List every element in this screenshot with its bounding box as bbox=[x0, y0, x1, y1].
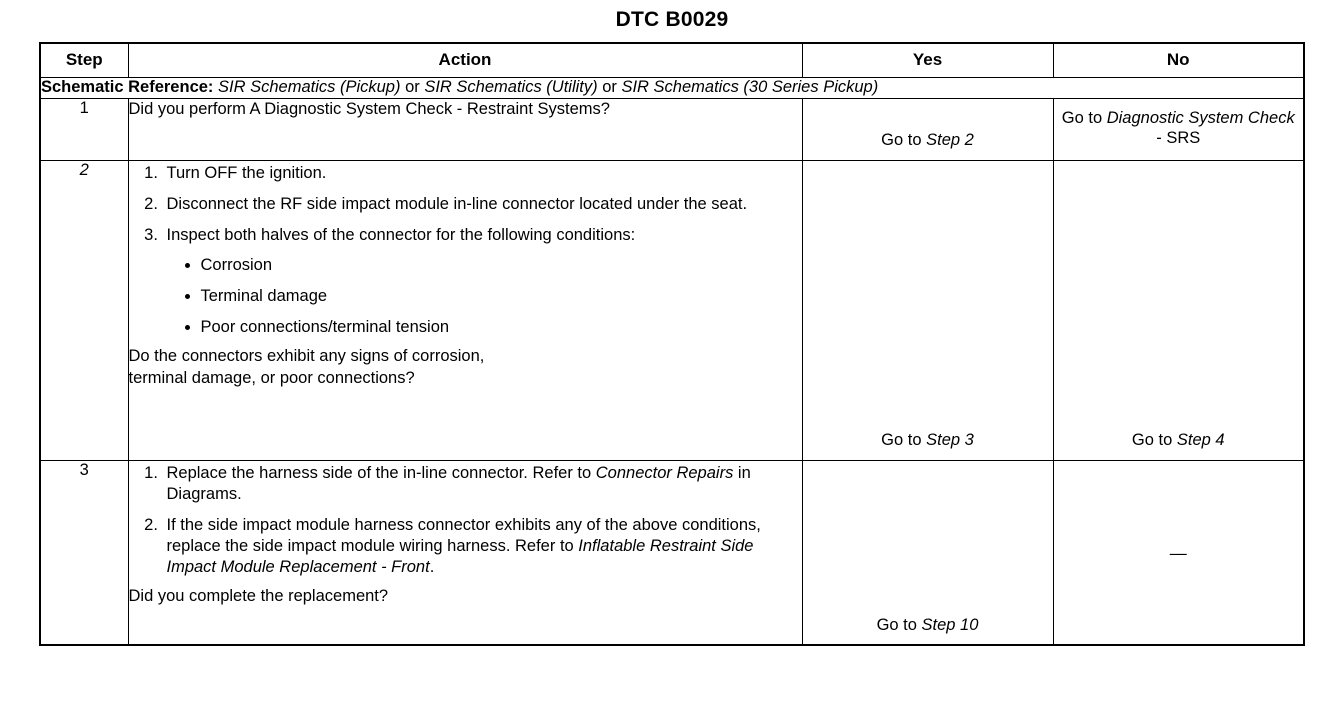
column-header-step: Step bbox=[40, 43, 128, 78]
action-cell-1 bbox=[128, 98, 802, 160]
no-link-2[interactable]: Step 4 bbox=[1176, 431, 1225, 450]
list-item: • Poor connections/terminal tension bbox=[201, 317, 802, 338]
list-item bbox=[163, 515, 802, 578]
list-item: 1. Turn OFF the ignition. bbox=[163, 163, 802, 184]
yes-text-3: Go to bbox=[876, 615, 922, 634]
action-steps-list-3 bbox=[129, 463, 802, 579]
schematic-reference-label: Schematic Reference: bbox=[41, 78, 214, 96]
action-question-2 bbox=[129, 346, 802, 388]
module-replacement-link[interactable]: Inflatable Restraint Side Impact Module Replacement - Front bbox=[166, 537, 754, 577]
action-question-2-line2: terminal damage, or poor connections? bbox=[128, 368, 415, 387]
yes-link-3[interactable]: Step 10 bbox=[921, 615, 979, 634]
table-row bbox=[40, 160, 1304, 460]
yes-cell-2 bbox=[802, 160, 1053, 460]
diagnostic-table bbox=[39, 42, 1305, 646]
list-item: 2. Disconnect the RF side impact module in-line connector located under the seat. bbox=[163, 194, 802, 215]
no-text-1-suffix: - SRS bbox=[1156, 129, 1201, 148]
action-cell-3 bbox=[128, 460, 802, 645]
list-item-text-pre: If the side impact module harness connector exhibits any of the above conditions, replace the side impact module wiring harness. Refer to bbox=[166, 516, 761, 556]
list-item-text-post: . bbox=[429, 558, 435, 577]
condition-bullets bbox=[167, 255, 802, 338]
table-header-row bbox=[40, 43, 1304, 78]
column-header-no: No bbox=[1053, 43, 1304, 78]
column-header-yes: Yes bbox=[802, 43, 1053, 78]
schematic-link-pickup[interactable]: SIR Schematics (Pickup) bbox=[218, 78, 401, 96]
schematic-link-utility[interactable]: SIR Schematics (Utility) bbox=[424, 78, 598, 96]
no-dash-3: — bbox=[1169, 542, 1187, 562]
yes-link-2[interactable]: Step 3 bbox=[926, 431, 974, 450]
schematic-or-2: or bbox=[597, 78, 622, 96]
schematic-or-1: or bbox=[400, 78, 425, 96]
step-number-1: 1 bbox=[40, 98, 128, 160]
no-cell-2 bbox=[1053, 160, 1304, 460]
no-cell-1 bbox=[1053, 98, 1304, 160]
list-item bbox=[163, 463, 802, 505]
connector-repairs-link[interactable]: Connector Repairs bbox=[595, 463, 734, 482]
page-title: DTC B0029 bbox=[615, 8, 729, 31]
list-item-text: Inspect both halves of the connector for the following conditions: bbox=[166, 226, 636, 245]
yes-cell-1 bbox=[802, 98, 1053, 160]
document-page bbox=[0, 8, 1344, 716]
action-steps-list-2 bbox=[129, 163, 802, 339]
yes-cell-3 bbox=[802, 460, 1053, 645]
schematic-reference-row bbox=[40, 78, 1304, 99]
list-item-text-post: in Diagrams. bbox=[166, 463, 751, 503]
no-text-1: Go to bbox=[1061, 108, 1107, 127]
list-item bbox=[163, 225, 802, 338]
list-item: • Corrosion bbox=[201, 255, 802, 276]
list-item-text-pre: Replace the harness side of the in-line connector. Refer to bbox=[166, 463, 596, 482]
action-text-1: Did you perform A Diagnostic System Check - Restraint Systems? bbox=[128, 99, 610, 118]
yes-link-1[interactable]: Step 2 bbox=[926, 131, 974, 150]
column-header-action: Action bbox=[128, 43, 802, 78]
no-text-2: Go to bbox=[1131, 431, 1177, 450]
action-question-3: Did you complete the replacement? bbox=[128, 587, 389, 606]
no-link-1[interactable]: Diagnostic System Check bbox=[1106, 108, 1295, 127]
action-question-2-line1: Do the connectors exhibit any signs of corrosion, bbox=[128, 347, 485, 366]
yes-text-1: Go to bbox=[881, 131, 927, 150]
list-item: • Terminal damage bbox=[201, 286, 802, 307]
table-row bbox=[40, 460, 1304, 645]
schematic-link-30-series[interactable]: SIR Schematics (30 Series Pickup) bbox=[621, 78, 879, 96]
action-cell-2 bbox=[128, 160, 802, 460]
step-number-3: 3 bbox=[40, 460, 128, 645]
table-row bbox=[40, 98, 1304, 160]
step-number-2: 2 bbox=[40, 160, 128, 460]
schematic-reference-cell bbox=[40, 78, 1304, 99]
yes-text-2: Go to bbox=[881, 431, 927, 450]
no-cell-3 bbox=[1053, 460, 1304, 645]
